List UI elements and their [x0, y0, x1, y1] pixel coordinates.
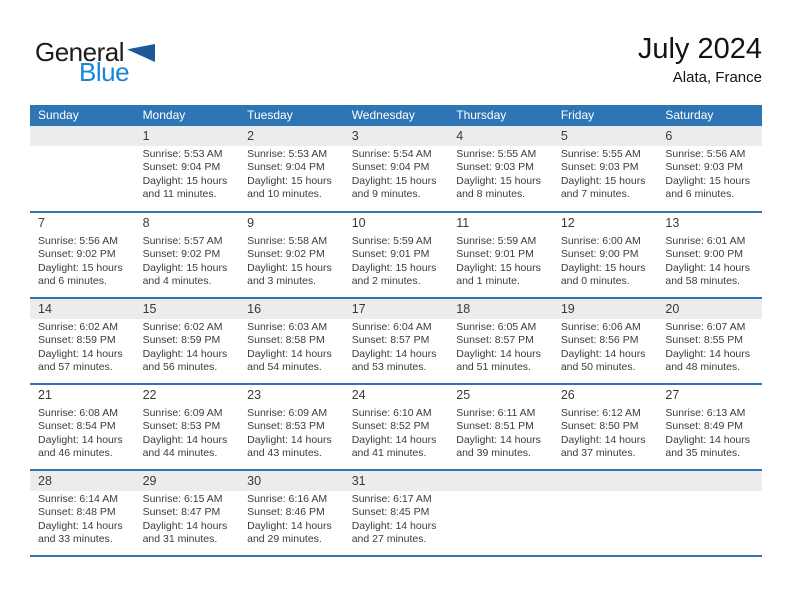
- sunset-line: Sunset: 8:55 PM: [665, 334, 744, 347]
- day-cell: [657, 126, 762, 212]
- day-info: [239, 491, 344, 547]
- sunrise-line: Sunrise: 6:08 AM: [38, 407, 118, 419]
- day-cell: [657, 298, 762, 384]
- sunrise-line: Sunrise: 6:17 AM: [351, 493, 432, 505]
- day-number: 18: [456, 302, 471, 316]
- week-row: [30, 126, 762, 212]
- day-number-band: [30, 126, 135, 146]
- weekday-header-sunday: Sunday: [30, 105, 135, 126]
- sunrise-line: Sunrise: 5:59 AM: [456, 235, 537, 247]
- sunset-line: Sunset: 8:48 PM: [38, 506, 116, 519]
- weekday-header-wednesday: Wednesday: [344, 105, 449, 126]
- day-info: [448, 319, 553, 375]
- sunset-line: Sunset: 9:02 PM: [38, 248, 116, 261]
- daylight-line: Daylight: 15 hours and 8 minutes.: [456, 174, 541, 201]
- day-info: [30, 491, 135, 547]
- week-row: [30, 298, 762, 384]
- day-cell: [30, 298, 135, 384]
- day-info: [657, 405, 762, 461]
- day-cell: [239, 384, 344, 470]
- sunrise-line: Sunrise: 5:54 AM: [351, 148, 432, 160]
- day-cell: [239, 212, 344, 298]
- day-info: [344, 146, 449, 202]
- daylight-line: Daylight: 14 hours and 58 minutes.: [665, 261, 751, 288]
- title-block: [638, 33, 762, 87]
- day-number: 23: [247, 388, 262, 402]
- day-info: [135, 146, 240, 202]
- week-row: [30, 470, 762, 556]
- sunset-line: Sunset: 8:49 PM: [665, 420, 744, 433]
- sunrise-line: Sunrise: 5:55 AM: [560, 148, 641, 160]
- weekday-header-thursday: Thursday: [448, 105, 553, 126]
- daylight-line: Daylight: 14 hours and 29 minutes.: [247, 519, 332, 546]
- sunrise-line: Sunrise: 6:06 AM: [560, 321, 641, 333]
- daylight-line: Daylight: 15 hours and 2 minutes.: [351, 261, 437, 288]
- sunrise-line: Sunrise: 6:04 AM: [351, 321, 432, 333]
- day-number-band: [135, 385, 240, 405]
- sunrise-line: Sunrise: 5:59 AM: [351, 235, 432, 247]
- sunset-line: Sunset: 8:56 PM: [560, 334, 639, 347]
- day-number: 21: [38, 388, 52, 402]
- sunrise-line: Sunrise: 5:55 AM: [456, 148, 537, 160]
- day-number-band: [657, 213, 762, 233]
- day-number-band: [448, 385, 553, 405]
- week-row: [30, 384, 762, 470]
- calendar-body: [30, 126, 762, 556]
- day-number: 14: [38, 302, 52, 316]
- day-number-band: [448, 126, 553, 146]
- sunrise-line: Sunrise: 6:16 AM: [247, 493, 328, 505]
- sunset-line: Sunset: 9:00 PM: [665, 248, 744, 261]
- day-cell: [344, 212, 449, 298]
- sunset-line: Sunset: 8:53 PM: [247, 420, 325, 433]
- day-info: [135, 491, 240, 547]
- sunset-line: Sunset: 8:50 PM: [560, 420, 639, 433]
- daylight-line: Daylight: 14 hours and 43 minutes.: [247, 433, 332, 460]
- day-number-band: [657, 385, 762, 405]
- sunset-line: Sunset: 8:47 PM: [142, 506, 221, 519]
- sunset-line: Sunset: 8:57 PM: [456, 334, 534, 347]
- sunset-line: Sunset: 9:01 PM: [456, 248, 534, 261]
- weekday-header-tuesday: Tuesday: [239, 105, 344, 126]
- empty-day-cell: [657, 470, 762, 556]
- day-number-band: [30, 213, 135, 233]
- sunrise-line: Sunrise: 6:09 AM: [142, 407, 223, 419]
- page-subtitle: Alata, France: [672, 69, 762, 86]
- daylight-line: Daylight: 14 hours and 37 minutes.: [560, 433, 646, 460]
- daylight-line: Daylight: 14 hours and 39 minutes.: [456, 433, 541, 460]
- weekday-header-friday: Friday: [553, 105, 658, 126]
- daylight-line: Daylight: 15 hours and 7 minutes.: [560, 174, 646, 201]
- day-info: [135, 405, 240, 461]
- day-number: 7: [38, 216, 45, 230]
- sunset-line: Sunset: 8:52 PM: [351, 420, 430, 433]
- sunrise-line: Sunrise: 6:02 AM: [142, 321, 223, 333]
- day-info: [344, 319, 449, 375]
- general-blue-logo: [35, 37, 155, 87]
- daylight-line: Daylight: 14 hours and 44 minutes.: [142, 433, 228, 460]
- sunset-line: Sunset: 8:54 PM: [38, 420, 116, 433]
- day-info: [553, 233, 658, 289]
- day-number: 19: [560, 302, 575, 316]
- day-number-band: [30, 385, 135, 405]
- daylight-line: Daylight: 14 hours and 46 minutes.: [38, 433, 123, 460]
- day-cell: [344, 384, 449, 470]
- day-number: 15: [142, 302, 157, 316]
- day-number: 31: [351, 474, 366, 488]
- day-cell: [135, 384, 240, 470]
- empty-day-cell: [30, 126, 135, 212]
- day-number-band: [553, 385, 658, 405]
- sunrise-line: Sunrise: 5:56 AM: [665, 148, 746, 160]
- day-number-band: [344, 299, 449, 319]
- day-number: 9: [247, 216, 255, 230]
- day-number: 10: [351, 216, 366, 230]
- day-number: 3: [351, 129, 359, 143]
- day-info: [553, 146, 658, 202]
- day-number-band: [448, 471, 553, 491]
- logo-word-general: General: [35, 37, 124, 67]
- day-info: [135, 233, 240, 289]
- day-number-band: [30, 471, 135, 491]
- weekday-header-row: [30, 105, 762, 126]
- day-number: 26: [560, 388, 575, 402]
- day-cell: [553, 126, 658, 212]
- day-number-band: [135, 471, 240, 491]
- daylight-line: Daylight: 15 hours and 6 minutes.: [38, 261, 123, 288]
- page-title: July 2024: [637, 33, 762, 65]
- calendar-table: [30, 105, 762, 557]
- sunset-line: Sunset: 8:57 PM: [351, 334, 430, 347]
- daylight-line: Daylight: 14 hours and 33 minutes.: [38, 519, 123, 546]
- day-info: [344, 233, 449, 289]
- day-number-band: [135, 126, 240, 146]
- sunset-line: Sunset: 9:02 PM: [142, 248, 221, 261]
- daylight-line: Daylight: 14 hours and 54 minutes.: [247, 347, 332, 374]
- day-number: 1: [142, 129, 150, 143]
- daylight-line: Daylight: 15 hours and 3 minutes.: [247, 261, 332, 288]
- sunset-line: Sunset: 8:45 PM: [351, 506, 430, 519]
- weekday-header-monday: Monday: [135, 105, 240, 126]
- sunset-line: Sunset: 8:46 PM: [247, 506, 325, 519]
- daylight-line: Daylight: 14 hours and 48 minutes.: [665, 347, 751, 374]
- day-cell: [448, 298, 553, 384]
- day-number: 16: [247, 302, 262, 316]
- sunset-line: Sunset: 9:00 PM: [560, 248, 639, 261]
- day-cell: [657, 384, 762, 470]
- day-cell: [239, 126, 344, 212]
- day-number-band: [553, 126, 658, 146]
- daylight-line: Daylight: 15 hours and 0 minutes.: [560, 261, 646, 288]
- day-number: 29: [142, 474, 157, 488]
- day-number: 30: [247, 474, 262, 488]
- empty-day-cell: [448, 470, 553, 556]
- day-info: [448, 146, 553, 202]
- day-info: [344, 405, 449, 461]
- empty-day-cell: [553, 470, 658, 556]
- daylight-line: Daylight: 14 hours and 41 minutes.: [351, 433, 437, 460]
- day-number: 2: [247, 129, 255, 143]
- sunset-line: Sunset: 8:53 PM: [142, 420, 221, 433]
- day-cell: [344, 126, 449, 212]
- day-number: 20: [665, 302, 680, 316]
- sunset-line: Sunset: 9:04 PM: [142, 161, 221, 174]
- day-cell: [553, 298, 658, 384]
- day-cell: [344, 298, 449, 384]
- sunrise-line: Sunrise: 6:01 AM: [665, 235, 746, 247]
- day-cell: [553, 384, 658, 470]
- day-info: [448, 233, 553, 289]
- day-number: 11: [456, 216, 470, 230]
- sunset-line: Sunset: 9:04 PM: [351, 161, 430, 174]
- sunrise-line: Sunrise: 6:00 AM: [560, 235, 641, 247]
- day-number: 27: [665, 388, 680, 402]
- logo-triangle-icon: [127, 44, 155, 62]
- day-number-band: [344, 471, 449, 491]
- weekday-header-saturday: Saturday: [657, 105, 762, 126]
- day-number-band: [344, 126, 449, 146]
- week-row: [30, 212, 762, 298]
- daylight-line: Daylight: 14 hours and 56 minutes.: [142, 347, 228, 374]
- day-info: [344, 491, 449, 547]
- day-info: [448, 405, 553, 461]
- sunrise-line: Sunrise: 6:07 AM: [665, 321, 746, 333]
- day-cell: [448, 384, 553, 470]
- daylight-line: Daylight: 15 hours and 11 minutes.: [142, 174, 228, 201]
- day-cell: [135, 126, 240, 212]
- daylight-line: Daylight: 15 hours and 6 minutes.: [665, 174, 751, 201]
- day-info: [239, 319, 344, 375]
- sunrise-line: Sunrise: 6:14 AM: [38, 493, 118, 505]
- daylight-line: Daylight: 15 hours and 10 minutes.: [247, 174, 332, 201]
- day-info: [30, 405, 135, 461]
- sunrise-line: Sunrise: 5:56 AM: [38, 235, 118, 247]
- sunset-line: Sunset: 8:59 PM: [38, 334, 116, 347]
- day-cell: [239, 298, 344, 384]
- sunset-line: Sunset: 9:01 PM: [351, 248, 430, 261]
- day-number: 6: [665, 129, 673, 143]
- day-number-band: [448, 213, 553, 233]
- day-cell: [30, 384, 135, 470]
- day-info: [239, 405, 344, 461]
- day-number: 12: [560, 216, 575, 230]
- sunrise-line: Sunrise: 5:57 AM: [142, 235, 223, 247]
- day-number-band: [239, 299, 344, 319]
- day-number: 5: [560, 129, 568, 143]
- day-number-band: [553, 299, 658, 319]
- day-number: 4: [456, 129, 464, 143]
- day-number: 24: [351, 388, 366, 402]
- logo-word-blue: Blue: [79, 57, 130, 87]
- day-number-band: [135, 299, 240, 319]
- day-info: [30, 319, 135, 375]
- sunrise-line: Sunrise: 6:11 AM: [456, 407, 536, 419]
- day-info: [657, 233, 762, 289]
- day-cell: [448, 212, 553, 298]
- day-info: [657, 319, 762, 375]
- daylight-line: Daylight: 14 hours and 57 minutes.: [38, 347, 123, 374]
- daylight-line: Daylight: 14 hours and 51 minutes.: [456, 347, 541, 374]
- sunset-line: Sunset: 9:04 PM: [247, 161, 325, 174]
- day-cell: [30, 212, 135, 298]
- day-number-band: [344, 213, 449, 233]
- daylight-line: Daylight: 14 hours and 27 minutes.: [351, 519, 437, 546]
- day-number-band: [657, 126, 762, 146]
- day-info: [30, 233, 135, 289]
- sunset-line: Sunset: 8:59 PM: [142, 334, 221, 347]
- day-number-band: [657, 471, 762, 491]
- sunset-line: Sunset: 9:03 PM: [665, 161, 744, 174]
- day-number: 8: [142, 216, 150, 230]
- day-number-band: [239, 471, 344, 491]
- sunrise-line: Sunrise: 5:53 AM: [142, 148, 223, 160]
- sunrise-line: Sunrise: 6:12 AM: [560, 407, 641, 419]
- day-number-band: [239, 126, 344, 146]
- daylight-line: Daylight: 14 hours and 50 minutes.: [560, 347, 646, 374]
- day-info: [553, 319, 658, 375]
- sunset-line: Sunset: 8:51 PM: [456, 420, 534, 433]
- sunrise-line: Sunrise: 5:53 AM: [247, 148, 328, 160]
- day-number-band: [553, 213, 658, 233]
- sunrise-line: Sunrise: 6:05 AM: [456, 321, 537, 333]
- day-cell: [30, 470, 135, 556]
- day-info: [239, 233, 344, 289]
- day-number-band: [135, 213, 240, 233]
- daylight-line: Daylight: 15 hours and 1 minute.: [456, 261, 541, 288]
- day-cell: [135, 298, 240, 384]
- sunrise-line: Sunrise: 6:10 AM: [351, 407, 432, 419]
- sunset-line: Sunset: 9:03 PM: [456, 161, 534, 174]
- sunset-line: Sunset: 8:58 PM: [247, 334, 325, 347]
- sunset-line: Sunset: 9:03 PM: [560, 161, 639, 174]
- day-number-band: [30, 299, 135, 319]
- day-number-band: [657, 299, 762, 319]
- day-number-band: [239, 213, 344, 233]
- sunset-line: Sunset: 9:02 PM: [247, 248, 325, 261]
- day-info: [553, 405, 658, 461]
- day-cell: [657, 212, 762, 298]
- sunrise-line: Sunrise: 6:03 AM: [247, 321, 328, 333]
- day-cell: [239, 470, 344, 556]
- daylight-line: Daylight: 14 hours and 35 minutes.: [665, 433, 751, 460]
- day-number-band: [553, 471, 658, 491]
- day-number-band: [239, 385, 344, 405]
- day-number-band: [344, 385, 449, 405]
- day-cell: [553, 212, 658, 298]
- day-cell: [448, 126, 553, 212]
- day-number-band: [448, 299, 553, 319]
- sunrise-line: Sunrise: 6:15 AM: [142, 493, 223, 505]
- day-number: 25: [456, 388, 471, 402]
- sunrise-line: Sunrise: 6:02 AM: [38, 321, 118, 333]
- day-number: 13: [665, 216, 680, 230]
- day-info: [239, 146, 344, 202]
- day-cell: [135, 470, 240, 556]
- day-number: 22: [142, 388, 157, 402]
- daylight-line: Daylight: 15 hours and 9 minutes.: [351, 174, 437, 201]
- sunrise-line: Sunrise: 6:13 AM: [665, 407, 746, 419]
- day-cell: [344, 470, 449, 556]
- day-cell: [135, 212, 240, 298]
- day-info: [135, 319, 240, 375]
- day-info: [657, 146, 762, 202]
- sunrise-line: Sunrise: 5:58 AM: [247, 235, 328, 247]
- daylight-line: Daylight: 15 hours and 4 minutes.: [142, 261, 228, 288]
- daylight-line: Daylight: 14 hours and 31 minutes.: [142, 519, 228, 546]
- sunrise-line: Sunrise: 6:09 AM: [247, 407, 328, 419]
- daylight-line: Daylight: 14 hours and 53 minutes.: [351, 347, 437, 374]
- day-number: 17: [351, 302, 366, 316]
- day-number: 28: [38, 474, 52, 488]
